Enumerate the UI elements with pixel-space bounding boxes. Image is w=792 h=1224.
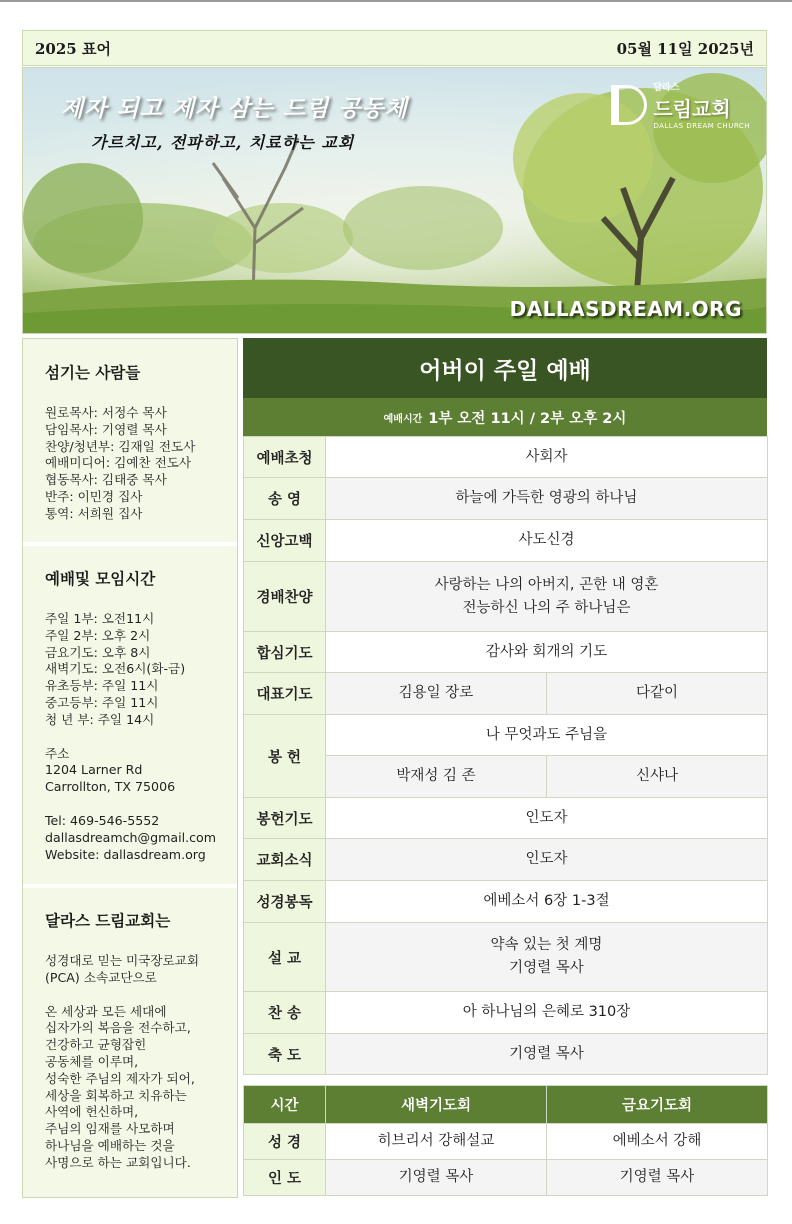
service-time-bar — [243, 398, 767, 436]
schedule-line: 새벽기도: 오전6시(화-금) — [45, 661, 186, 677]
staff-line: 찬양/청년부: 김재일 전도사 — [45, 438, 196, 454]
table-row — [244, 520, 768, 562]
table-row — [244, 923, 768, 992]
schedule-line: 주일 2부: 오후 2시 — [45, 627, 151, 643]
row-value-right: 다같이 — [547, 673, 768, 715]
left-sidebar — [22, 338, 238, 1198]
staff-section — [23, 361, 237, 523]
row-value: 기영렬 목사 — [326, 1034, 768, 1075]
row-value: 인도자 — [326, 798, 768, 839]
service-time-label: 예배시간 — [383, 413, 423, 425]
banner-subtitle: 가르치고, 전파하고, 치료하는 교회 — [91, 133, 355, 152]
row-label: 성 경 — [244, 1124, 326, 1160]
row-value: 사회자 — [326, 437, 768, 478]
header-date: 05월 11일 2025년 — [616, 39, 754, 58]
schedule-heading: 예배및 모임시간 — [45, 570, 156, 588]
about-line: (PCA) 소속교단으로 — [45, 969, 157, 985]
row-label: 신앙고백 — [244, 520, 326, 562]
service-order-table — [243, 436, 768, 1075]
table-row — [244, 992, 768, 1034]
table-row — [244, 1160, 768, 1196]
table-row — [244, 798, 768, 839]
row-value: 사도신경 — [326, 520, 768, 562]
row-value — [326, 923, 768, 992]
schedule-line: 유초등부: 주일 11시 — [45, 678, 159, 694]
header-bar — [22, 30, 767, 66]
column-header: 새벽기도회 — [326, 1086, 547, 1124]
prayer-meeting-panel — [243, 1085, 767, 1196]
prayer-meeting-table — [243, 1085, 768, 1196]
row-value: 하늘에 가득한 영광의 하나님 — [326, 478, 768, 520]
about-line: 하나님을 예배하는 것을 — [45, 1137, 175, 1153]
table-row — [244, 1124, 768, 1160]
staff-line: 통역: 서희원 집사 — [45, 505, 143, 521]
table-row — [244, 562, 768, 632]
row-label: 축 도 — [244, 1034, 326, 1075]
about-line: 십자가의 복음을 전수하고, — [45, 1020, 191, 1036]
table-row — [244, 632, 768, 673]
service-time-text: 1부 오전 11시 / 2부 오후 2시 — [428, 410, 627, 427]
section-divider — [23, 542, 237, 546]
row-value-left: 김용일 장로 — [326, 673, 547, 715]
banner-image — [22, 67, 767, 334]
address-line: Carrollton, TX 75006 — [45, 779, 176, 795]
friday-value: 기영렬 목사 — [547, 1160, 768, 1196]
row-label: 봉헌기도 — [244, 798, 326, 839]
row-value — [326, 562, 768, 632]
staff-line: 원로목사: 서정수 목사 — [45, 405, 167, 420]
about-line: 주님의 임재를 사모하며 — [45, 1121, 175, 1137]
row-value: 에베소서 6장 1-3절 — [326, 881, 768, 923]
staff-heading: 섬기는 사람들 — [45, 364, 141, 382]
row-label: 교회소식 — [244, 839, 326, 881]
about-line: 세상을 회복하고 치유하는 — [45, 1087, 187, 1103]
schedule-line: 청 년 부: 주일 14시 — [45, 711, 155, 727]
table-row — [244, 715, 768, 756]
row-label: 인 도 — [244, 1160, 326, 1196]
hymn-line: 사랑하는 나의 아버지, 곤한 내 영혼 — [434, 576, 659, 593]
header-motto: 2025 표어 — [35, 39, 111, 58]
row-value-left: 박재성 김 존 — [326, 756, 547, 798]
row-label: 찬 송 — [244, 992, 326, 1034]
table-row — [244, 478, 768, 520]
row-label: 합심기도 — [244, 632, 326, 673]
table-header-row — [244, 1086, 768, 1124]
row-value: 나 무엇과도 주님을 — [326, 715, 768, 756]
service-order-panel — [243, 338, 767, 1075]
phone-number: Tel: 469-546-5552 — [45, 812, 160, 828]
schedule-line: 금요기도: 오후 8시 — [45, 644, 151, 660]
top-rule — [0, 0, 792, 2]
dawn-value: 히브리서 강해설교 — [326, 1124, 547, 1160]
address-label: 주소 — [45, 745, 70, 761]
about-heading: 달라스 드림교회는 — [45, 912, 171, 930]
about-line: 공동체를 이루며, — [45, 1053, 139, 1069]
row-value: 아 하나님의 은혜로 310장 — [326, 992, 768, 1034]
hymn-line: 전능하신 나의 주 하나님은 — [462, 599, 631, 616]
about-line: 사명으로 하는 교회입니다. — [45, 1154, 191, 1170]
about-line: 건강하고 균형잡힌 — [45, 1037, 147, 1053]
website-address: Website: dallasdream.org — [45, 846, 206, 862]
table-row — [244, 839, 768, 881]
schedule-section — [23, 567, 237, 863]
row-label: 성경봉독 — [244, 881, 326, 923]
logo-main-text: 드림교회 — [653, 97, 731, 121]
schedule-line: 주일 1부: 오전11시 — [45, 611, 155, 626]
table-row — [244, 1034, 768, 1075]
staff-line: 반주: 이민경 집사 — [45, 488, 143, 504]
table-row — [244, 881, 768, 923]
church-logo — [611, 80, 750, 130]
row-value-right: 신샤나 — [547, 756, 768, 798]
about-line: 성경대로 믿는 미국장로교회 — [45, 953, 199, 968]
row-value: 감사와 회개의 기도 — [326, 632, 768, 673]
banner-title: 제자 되고 제자 삼는 드림 공동체 — [61, 95, 408, 122]
about-section — [23, 909, 237, 1172]
logo-d-icon — [611, 85, 647, 125]
staff-line: 예배미디어: 김예찬 전도사 — [45, 455, 192, 471]
table-row — [244, 673, 768, 715]
table-row — [244, 437, 768, 478]
row-value: 인도자 — [326, 839, 768, 881]
staff-line: 담임목사: 기영렬 목사 — [45, 421, 167, 437]
banner-website: DALLASDREAM.ORG — [509, 297, 742, 321]
friday-value: 에베소서 강해 — [547, 1124, 768, 1160]
logo-english-text: DALLAS DREAM CHURCH — [653, 122, 750, 130]
row-label: 설 교 — [244, 923, 326, 992]
row-label: 경배찬양 — [244, 562, 326, 632]
row-label: 봉 헌 — [244, 715, 326, 798]
row-label: 대표기도 — [244, 673, 326, 715]
service-title: 어버이 주일 예배 — [243, 338, 767, 398]
dawn-value: 기영렬 목사 — [326, 1160, 547, 1196]
column-header: 금요기도회 — [547, 1086, 768, 1124]
email-address: dallasdreamch@gmail.com — [45, 829, 216, 845]
about-line: 사역에 헌신하며, — [45, 1104, 139, 1120]
address-line: 1204 Larner Rd — [45, 762, 143, 778]
schedule-line: 중고등부: 주일 11시 — [45, 694, 159, 710]
logo-small-text: 달라스 — [653, 83, 680, 93]
about-line: 온 세상과 모든 세대에 — [45, 1003, 167, 1019]
sermon-title: 약속 있는 첫 계명 — [490, 937, 603, 953]
column-header: 시간 — [244, 1086, 326, 1124]
row-label: 예배초청 — [244, 437, 326, 478]
staff-line: 협동목사: 김태중 목사 — [45, 472, 167, 488]
row-label: 송 영 — [244, 478, 326, 520]
about-line: 성숙한 주님의 제자가 되어, — [45, 1070, 195, 1086]
section-divider — [23, 884, 237, 888]
sermon-preacher: 기영렬 목사 — [509, 960, 584, 976]
